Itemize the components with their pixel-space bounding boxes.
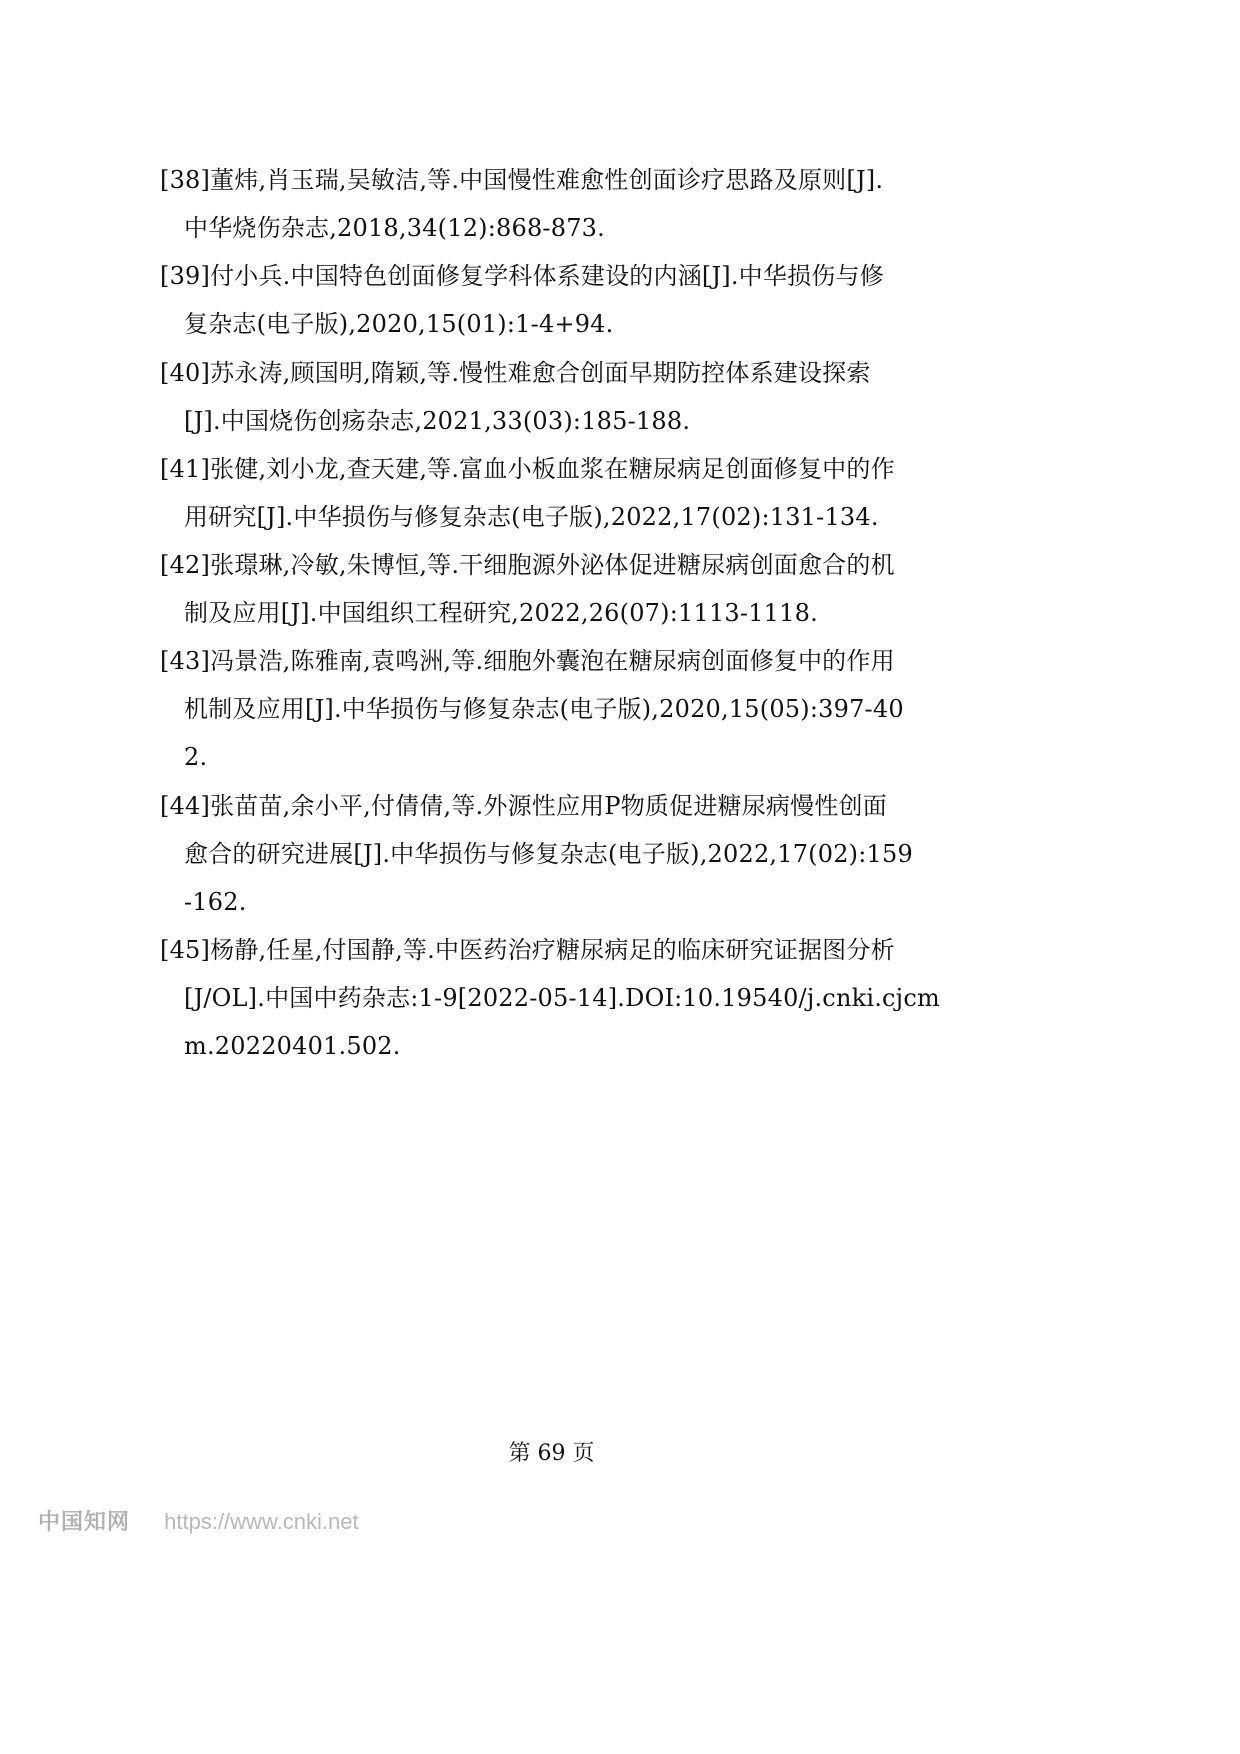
reference-40-line-2: [J].中国烧伤创疡杂志,2021,33(03):185-188. xyxy=(184,407,691,435)
reference-39-line-1: [39]付小兵.中国特色创面修复学科体系建设的内涵[J].中华损伤与修 xyxy=(160,262,884,290)
reference-38-line-1: [38]董炜,肖玉瑞,吴敏洁,等.中国慢性难愈性创面诊疗思路及原则[J]. xyxy=(160,166,884,194)
reference-44-line-2: 愈合的研究进展[J].中华损伤与修复杂志(电子版),2022,17(02):159 xyxy=(184,840,913,868)
reference-45-line-3: m.20220401.502. xyxy=(184,1032,401,1060)
reference-42-line-2: 制及应用[J].中国组织工程研究,2022,26(07):1113-1118. xyxy=(184,599,818,627)
reference-43-line-1: [43]冯景浩,陈雅南,袁鸣洲,等.细胞外囊泡在糖尿病创面修复中的作用 xyxy=(160,647,895,675)
reference-45-line-1: [45]杨静,任星,付国静,等.中医药治疗糖尿病足的临床研究证据图分析 xyxy=(160,936,895,964)
reference-45-line-2: [J/OL].中国中药杂志:1-9[2022-05-14].DOI:10.19540/j.cnki.cjcm xyxy=(184,984,940,1012)
cnki-url-text: https://www.cnki.net xyxy=(164,1509,359,1534)
page-number: 第 69 页 xyxy=(508,1441,595,1466)
cnki-logo-text: 中国知网 xyxy=(38,1509,131,1534)
reference-43-line-2: 机制及应用[J].中华损伤与修复杂志(电子版),2020,15(05):397-40 xyxy=(184,695,904,723)
reference-44-line-3: -162. xyxy=(184,888,247,916)
reference-44-line-1: [44]张苗苗,余小平,付倩倩,等.外源性应用P物质促进糖尿病慢性创面 xyxy=(160,792,887,820)
cnki-watermark xyxy=(38,1508,359,1536)
reference-43-line-3: 2. xyxy=(184,743,208,771)
reference-38-line-2: 中华烧伤杂志,2018,34(12):868-873. xyxy=(184,214,605,242)
reference-42-line-1: [42]张璟琳,冷敏,朱博恒,等.干细胞源外泌体促进糖尿病创面愈合的机 xyxy=(160,551,895,579)
reference-39-line-2: 复杂志(电子版),2020,15(01):1-4+94. xyxy=(184,310,614,338)
reference-41-line-2: 用研究[J].中华损伤与修复杂志(电子版),2022,17(02):131-134. xyxy=(184,503,879,531)
reference-41-line-1: [41]张健,刘小龙,查天建,等.富血小板血浆在糖尿病足创面修复中的作 xyxy=(160,455,895,483)
reference-40-line-1: [40]苏永涛,顾国明,隋颖,等.慢性难愈合创面早期防控体系建设探索 xyxy=(160,359,871,387)
